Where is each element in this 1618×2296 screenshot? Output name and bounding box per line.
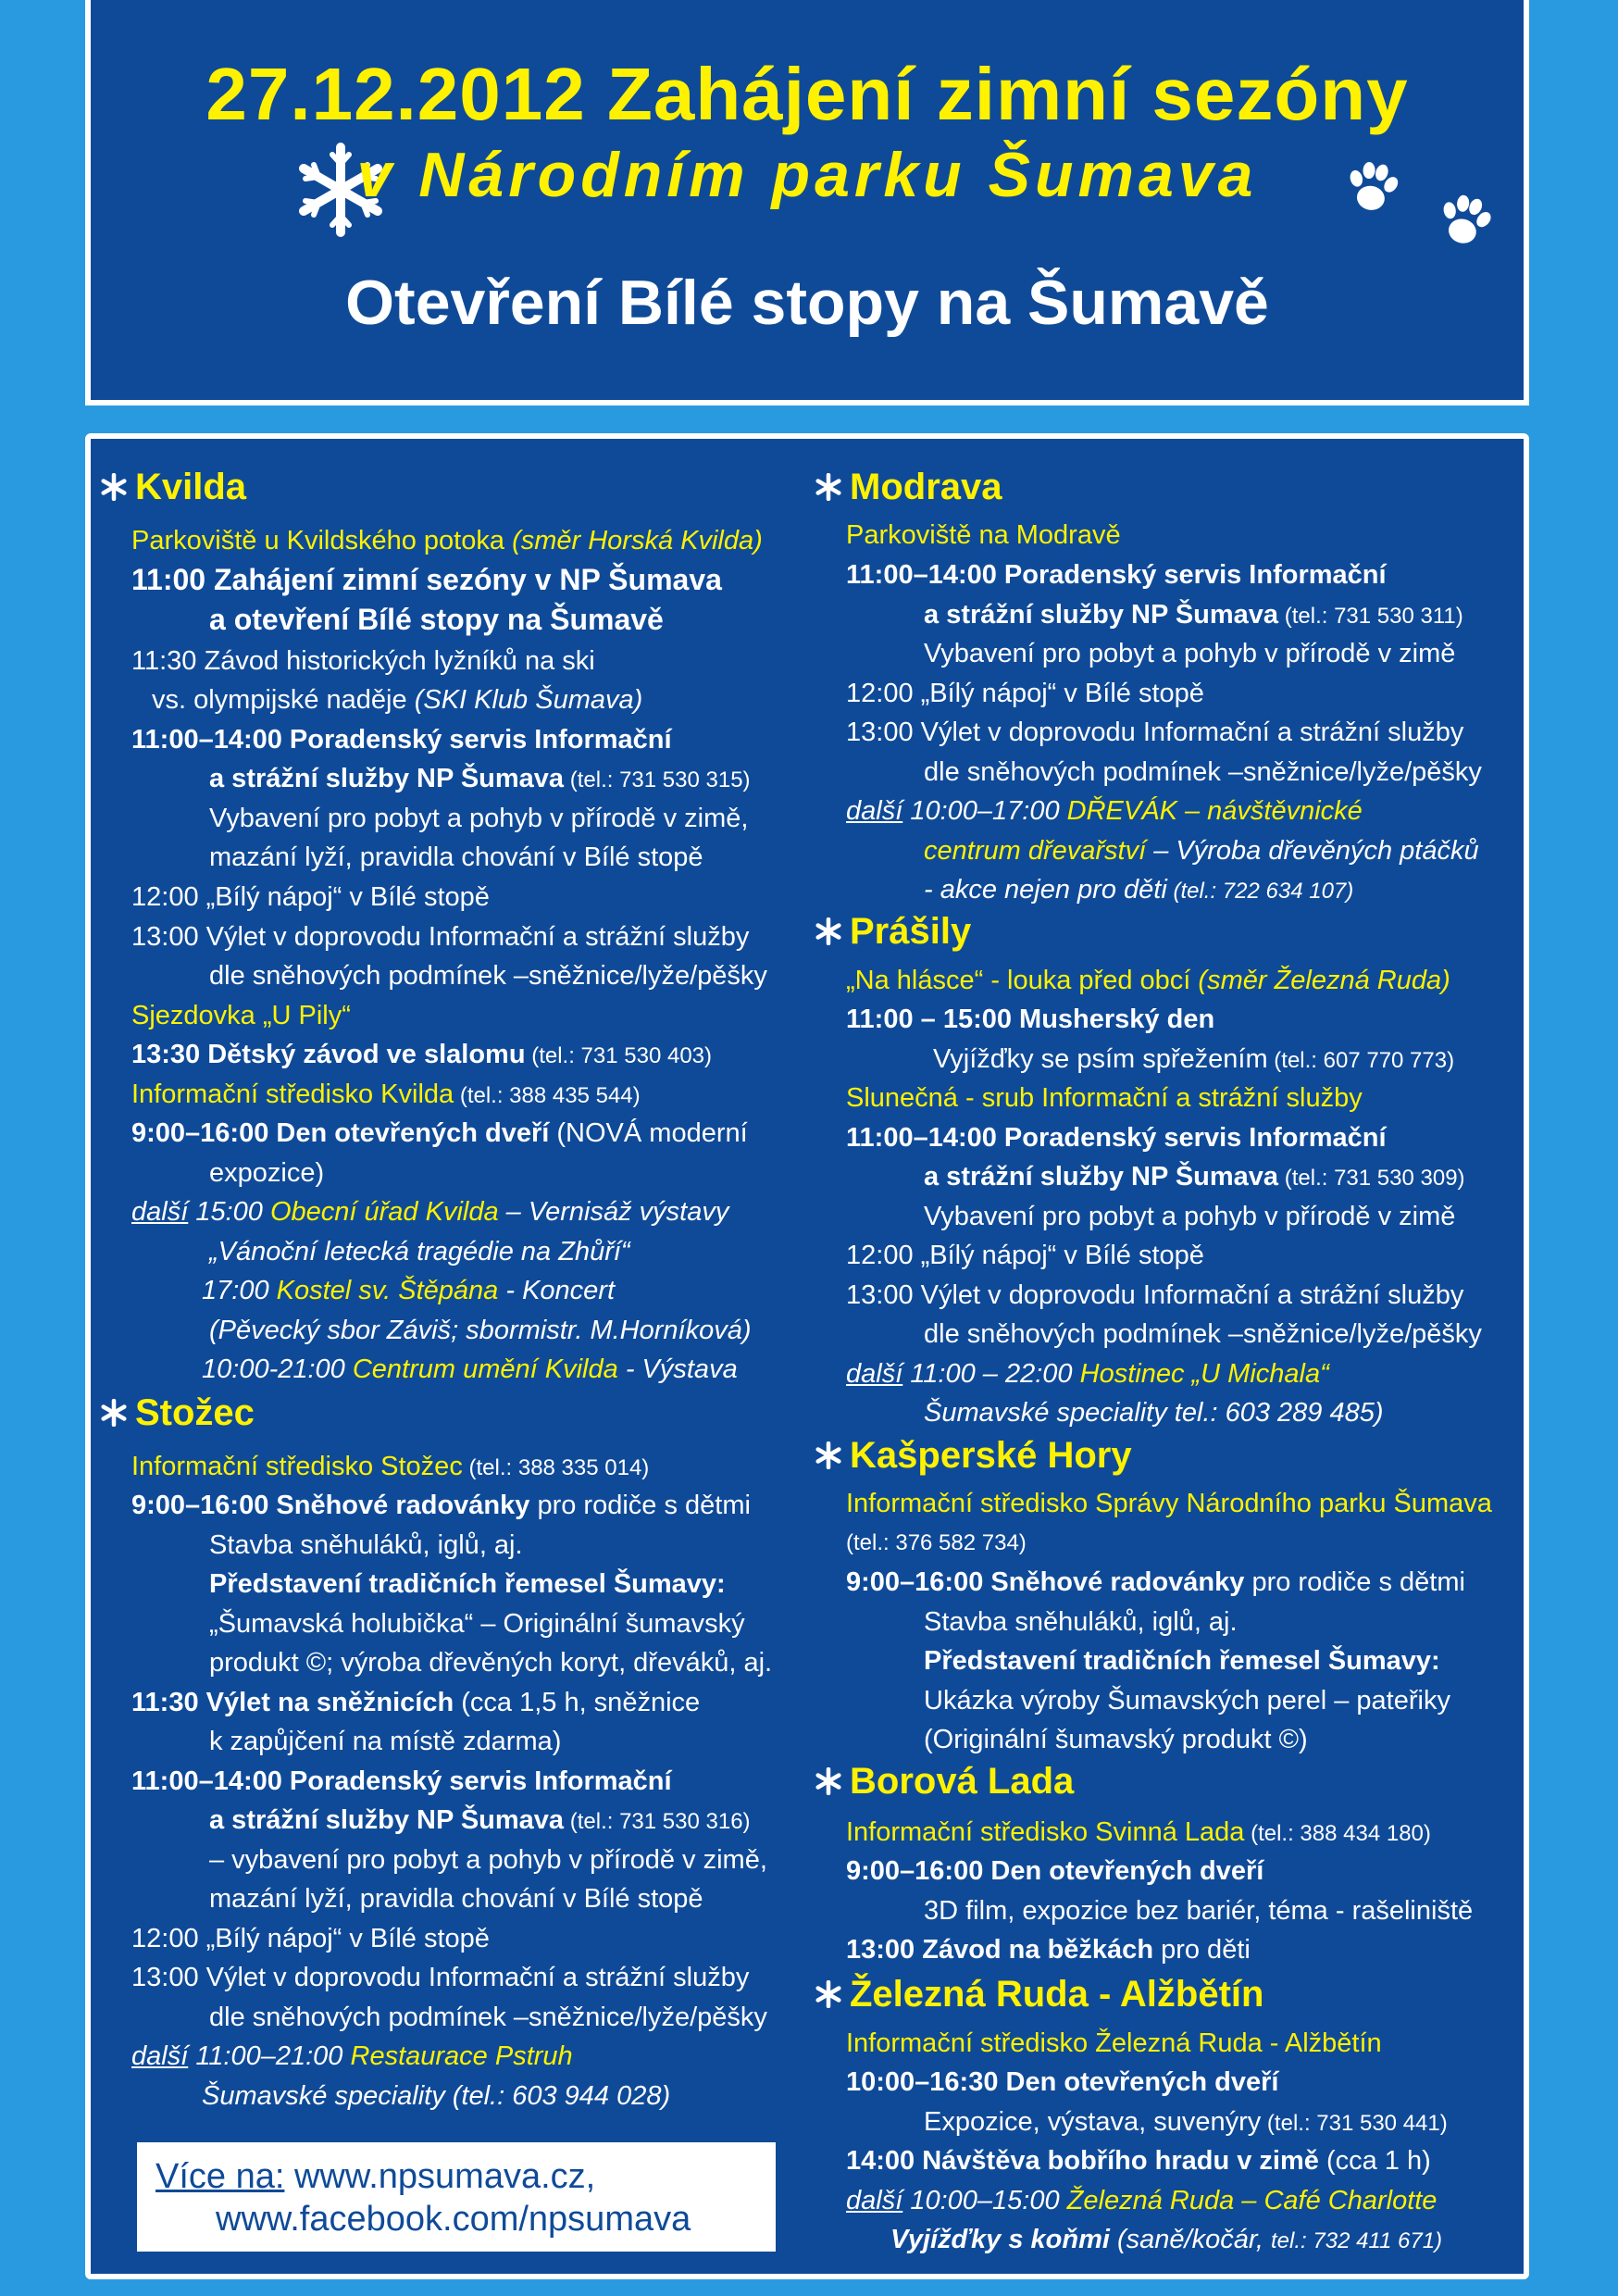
text-line: Slunečná - srub Informační a strážní služby — [846, 1083, 1363, 1113]
text-line: další 10:00–17:00 DŘEVÁK – návštěvnické — [846, 796, 1363, 826]
text-line: Ukázka výroby Šumavských perel – pateřiky — [924, 1686, 1450, 1716]
asterisk-icon — [815, 1980, 842, 2008]
text-line: (Pěvecký sbor Záviš; sbormistr. M.Horníková) — [209, 1316, 752, 1345]
section-title-kvilda: Kvilda — [100, 468, 246, 505]
header-banner — [85, 0, 1529, 406]
text-line: Šumavské speciality (tel.: 603 944 028) — [202, 2081, 671, 2111]
text-line: 11:00 – 15:00 Musherský den — [846, 1004, 1215, 1034]
text-line: 12:00 „Bílý nápoj“ v Bílé stopě — [846, 1241, 1204, 1270]
text-line: mazání lyží, pravidla chování v Bílé stopě — [209, 842, 703, 872]
text-line: Stavba sněhuláků, iglů, aj. — [209, 1530, 523, 1560]
text-line: Informační středisko Svinná Lada (tel.: 388 434 180) — [846, 1817, 1431, 1847]
program-panel — [85, 433, 1529, 2279]
text-line: 12:00 „Bílý nápoj“ v Bílé stopě — [131, 1924, 490, 1953]
text-line: Šumavské speciality tel.: 603 289 485) — [924, 1398, 1384, 1428]
text-line: dle sněhových podmínek –sněžnice/lyže/pěšky — [924, 757, 1482, 787]
text-line: Vybavení pro pobyt a pohyb v přírodě v zimě — [924, 1202, 1456, 1231]
asterisk-icon — [815, 1767, 842, 1795]
text-line: 9:00–16:00 Den otevřených dveří (NOVÁ moderní — [131, 1118, 748, 1148]
text-line: (Originální šumavský produkt ©) — [924, 1725, 1308, 1754]
text-line: 11:00–14:00 Poradenský servis Informační — [846, 560, 1387, 590]
text-line: produkt ©; výroba dřevěných koryt, dřeváků, aj. — [209, 1648, 773, 1678]
asterisk-icon — [100, 473, 128, 501]
text-line: 11:00–14:00 Poradenský servis Informační — [131, 1766, 672, 1796]
text-line: Vybavení pro pobyt a pohyb v přírodě v zimě — [924, 639, 1456, 668]
text-line: 13:00 Výlet v doprovodu Informační a strážní služby — [846, 718, 1464, 747]
text-line: „Vánoční letecká tragédie na Zhůří“ — [209, 1237, 630, 1267]
text-line: další 10:00–15:00 Železná Ruda – Café Charlotte — [846, 2186, 1438, 2215]
section-title-borova-lada: Borová Lada — [815, 1763, 1074, 1800]
text-line: Vybavení pro pobyt a pohyb v přírodě v zimě, — [209, 804, 749, 833]
text-line: k zapůjčení na místě zdarma) — [209, 1727, 562, 1756]
text-line: 3D film, expozice bez bariér, téma - rašeliniště — [924, 1896, 1474, 1926]
website-link[interactable]: www.npsumava.cz, — [284, 2157, 596, 2196]
section-title-prasily: Prášily — [815, 913, 971, 950]
text-line: Stavba sněhuláků, iglů, aj. — [924, 1607, 1238, 1637]
header-headline: Otevření Bílé stopy na Šumavě — [345, 268, 1269, 338]
text-line: mazání lyží, pravidla chování v Bílé stopě — [209, 1884, 703, 1914]
text-line: Vyjížďky se psím spřežením (tel.: 607 770 773) — [933, 1044, 1455, 1074]
text-line: – vybavení pro pobyt a pohyb v přírodě v zimě, — [209, 1845, 767, 1875]
more-info-label: Více na: — [156, 2157, 285, 2196]
text-line: (tel.: 376 582 734) — [846, 1530, 1027, 1555]
text-line: 13:00 Výlet v doprovodu Informační a strážní služby — [131, 922, 750, 952]
asterisk-icon — [815, 917, 842, 945]
text-line: expozice) — [209, 1158, 325, 1188]
text-line: Informační středisko Železná Ruda - Alžbětín — [846, 2028, 1382, 2058]
facebook-link[interactable]: www.facebook.com/npsumava — [216, 2200, 691, 2239]
text-line: a strážní služby NP Šumava (tel.: 731 530 311) — [924, 600, 1463, 630]
text-line: 11:00–14:00 Poradenský servis Informační — [846, 1123, 1387, 1153]
text-line: Informační středisko Správy Národního parku Šumava — [846, 1489, 1492, 1518]
text-line: další 15:00 Obecní úřad Kvilda – Vernisáž výstavy — [131, 1197, 729, 1227]
text-line: Expozice, výstava, suvenýry (tel.: 731 530 441) — [924, 2107, 1448, 2137]
text-line: Vyjížďky s koňmi (saně/kočár, tel.: 732 411 671) — [890, 2225, 1443, 2254]
section-title-stozec: Stožec — [100, 1394, 255, 1431]
more-info-box — [137, 2142, 776, 2252]
text-line: 17:00 Kostel sv. Štěpána - Koncert — [202, 1276, 616, 1305]
paw-icon — [1428, 183, 1502, 257]
text-line: a otevření Bílé stopy na Šumavě — [209, 603, 664, 636]
text-line: 11:00–14:00 Poradenský servis Informační — [131, 725, 672, 755]
text-line: 13:00 Výlet v doprovodu Informační a strážní služby — [131, 1963, 750, 1992]
text-line: Parkoviště na Modravě — [846, 520, 1121, 550]
text-line: dle sněhových podmínek –sněžnice/lyže/pěšky — [209, 961, 767, 991]
text-line: 12:00 „Bílý nápoj“ v Bílé stopě — [131, 882, 490, 912]
text-line: 11:00 Zahájení zimní sezóny v NP Šumava — [131, 563, 722, 596]
text-line: 9:00–16:00 Den otevřených dveří — [846, 1856, 1264, 1886]
text-line: a strážní služby NP Šumava (tel.: 731 530 315) — [209, 764, 751, 793]
text-line: Parkoviště u Kvildského potoka (směr Horská Kvilda) — [131, 526, 763, 555]
text-line: 13:30 Dětský závod ve slalomu (tel.: 731 530 403) — [131, 1040, 713, 1069]
text-line: „Šumavská holubička“ – Originální šumavský — [209, 1609, 745, 1639]
section-title-kasperske-hory: Kašperské Hory — [815, 1437, 1132, 1474]
text-line: 9:00–16:00 Sněhové radovánky pro rodiče s dětmi — [846, 1567, 1465, 1597]
text-line: 11:30 Závod historických lyžníků na ski — [131, 646, 595, 676]
paw-icon — [1336, 150, 1410, 224]
section-title-zelezna-ruda: Železná Ruda - Alžbětín — [815, 1976, 1263, 2013]
text-line: Sjezdovka „U Pily“ — [131, 1001, 351, 1030]
text-line: Představení tradičních řemesel Šumavy: — [209, 1569, 726, 1599]
text-line: Informační středisko Kvilda (tel.: 388 435 544) — [131, 1079, 641, 1109]
text-line: 10:00–16:30 Den otevřených dveří — [846, 2067, 1279, 2097]
text-line: 13:00 Výlet v doprovodu Informační a strážní služby — [846, 1280, 1464, 1310]
asterisk-icon — [815, 473, 842, 501]
text-line: dle sněhových podmínek –sněžnice/lyže/pěšky — [209, 2003, 767, 2032]
text-line: 12:00 „Bílý nápoj“ v Bílé stopě — [846, 679, 1204, 708]
text-line: další 11:00–21:00 Restaurace Pstruh — [131, 2041, 573, 2071]
text-line: 9:00–16:00 Sněhové radovánky pro rodiče s dětmi — [131, 1491, 751, 1520]
text-line: a strážní služby NP Šumava (tel.: 731 530 309) — [924, 1162, 1465, 1192]
section-title-modrava: Modrava — [815, 468, 1002, 505]
text-line: Představení tradičních řemesel Šumavy: — [924, 1646, 1440, 1676]
text-line: další 11:00 – 22:00 Hostinec „U Michala“ — [846, 1359, 1329, 1389]
asterisk-icon — [100, 1399, 128, 1427]
text-line: 10:00-21:00 Centrum umění Kvilda - Výstava — [202, 1354, 738, 1384]
text-line: „Na hlásce“ - louka před obcí (směr Železná Ruda) — [846, 966, 1450, 995]
text-line: Informační středisko Stožec (tel.: 388 335 014) — [131, 1452, 650, 1481]
text-line: 13:00 Závod na běžkách pro děti — [846, 1935, 1251, 1965]
header-date-title: 27.12.2012 Zahájení zimní sezóny — [205, 53, 1409, 135]
text-line: vs. olympijské naděje (SKI Klub Šumava) — [152, 685, 643, 715]
header-subtitle: v Národním parku Šumava — [356, 140, 1258, 210]
text-line: 14:00 Návštěva bobřího hradu v zimě (cca 1 h) — [846, 2146, 1431, 2176]
text-line: a strážní služby NP Šumava (tel.: 731 530 316) — [209, 1805, 751, 1835]
more-info-line — [156, 2155, 757, 2198]
text-line: - akce nejen pro děti (tel.: 722 634 107) — [924, 875, 1354, 905]
asterisk-icon — [815, 1441, 842, 1469]
text-line: 11:30 Výlet na sněžnicích (cca 1,5 h, sněžnice — [131, 1688, 701, 1717]
text-line: dle sněhových podmínek –sněžnice/lyže/pěšky — [924, 1319, 1482, 1349]
text-line: centrum dřevařství – Výroba dřevěných ptáčků — [924, 836, 1479, 866]
